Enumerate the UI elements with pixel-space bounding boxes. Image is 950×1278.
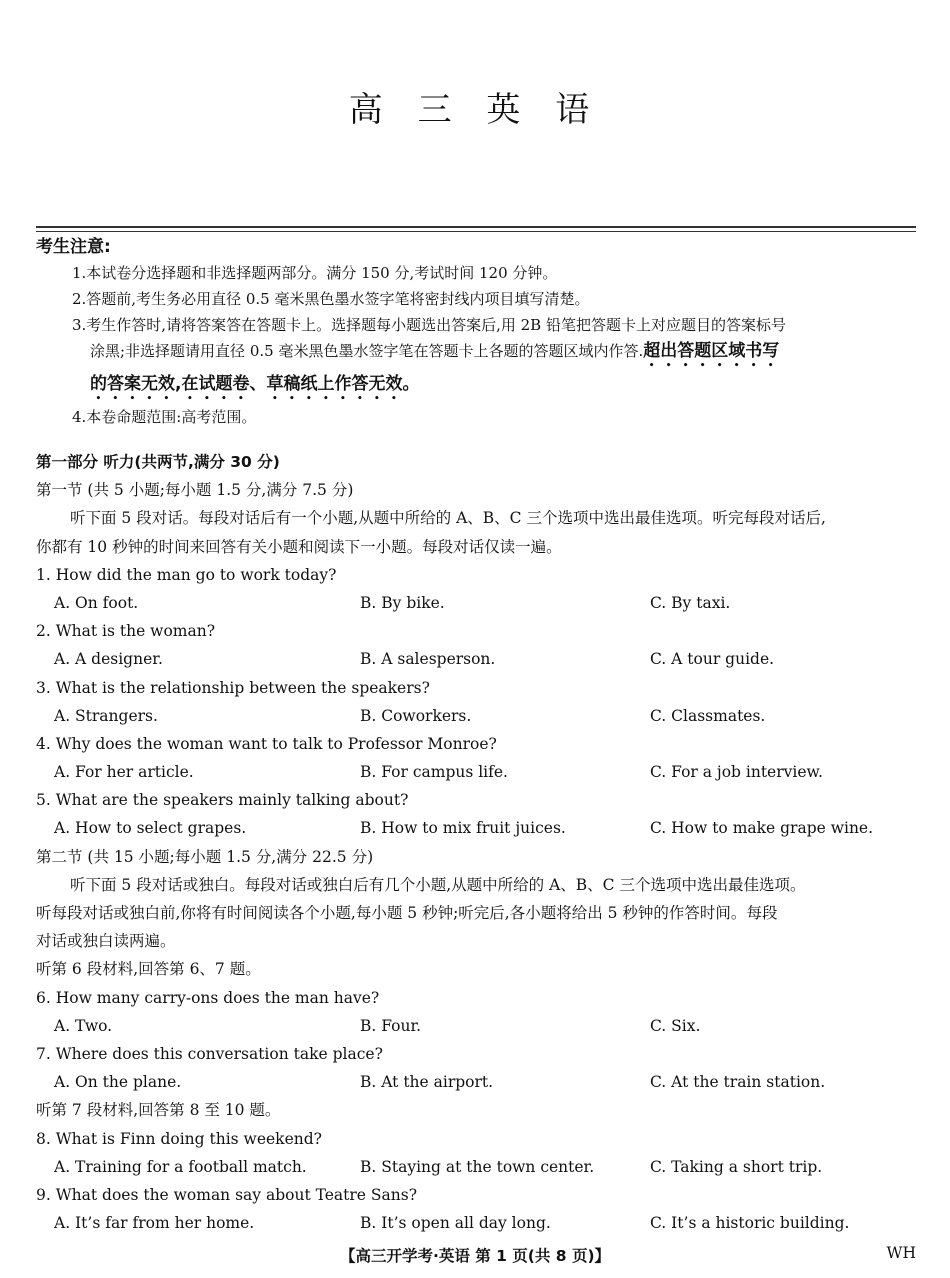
notice-item-3-text: 涂黑;非选择题请用直径 0.5 毫米黑色墨水签字笔在答题卡上各题的答题区域内作答. <box>90 342 644 360</box>
question-9: 9. What does the woman say about Teatre Sans? <box>36 1185 417 1204</box>
question-4-options <box>36 758 916 786</box>
section2-instruction-3: 对话或独白读两遍。 <box>36 932 176 951</box>
question-8: 8. What is Finn doing this weekend? <box>36 1129 322 1148</box>
option-a: A. How to select grapes. <box>54 819 247 838</box>
question-7: 7. Where does this conversation take place? <box>36 1044 383 1063</box>
question-6-options <box>36 1012 916 1040</box>
section2-instruction-1: 听下面 5 段对话或独白。每段对话或独白后有几个小题,从题中所给的 A、B、C 三个选项中选出最佳选项。 <box>70 875 806 894</box>
option-c: C. For a job interview. <box>650 763 823 782</box>
question-8-options <box>36 1153 916 1181</box>
option-b: B. How to mix fruit juices. <box>360 819 566 838</box>
question-3-options <box>36 702 916 730</box>
option-c: C. It’s a historic building. <box>650 1214 850 1233</box>
question-1-options <box>36 589 916 617</box>
option-c: C. Taking a short trip. <box>650 1157 823 1176</box>
option-a: A. Two. <box>54 1016 113 1035</box>
section2-instruction-2: 听每段对话或独白前,你将有时间阅读各个小题,每小题 5 秒钟;听完后,各小题将给出 5 秒钟的作答时间。每段 <box>36 904 778 922</box>
option-b: B. Coworkers. <box>360 706 472 725</box>
question-7-options <box>36 1068 916 1096</box>
option-a: A. Training for a football match. <box>54 1157 307 1176</box>
listening-section <box>36 448 916 1237</box>
question-2: 2. What is the woman? <box>36 622 216 641</box>
notice-item-1: 1.本试卷分选择题和非选择题两部分。满分 150 分,考试时间 120 分钟。 <box>72 264 558 282</box>
section1-instruction-1: 听下面 5 段对话。每段对话后有一个小题,从题中所给的 A、B、C 三个选项中选出最佳选项。听完每段对话后, <box>70 509 826 528</box>
part1-heading: 第一部分 听力(共两节,满分 30 分) <box>36 453 280 471</box>
notice-item-2: 2.答题前,考生务必用直径 0.5 毫米黑色墨水签字笔将密封线内项目填写清楚。 <box>72 290 590 308</box>
option-c: C. Classmates. <box>650 706 766 725</box>
notice-emphasis-2: 的答案无效,在试题卷、草稿纸上作答无效。 <box>90 374 420 394</box>
question-3: 3. What is the relationship between the speakers? <box>36 678 430 697</box>
header-rule-thick <box>36 226 916 228</box>
option-c: C. Six. <box>650 1016 701 1035</box>
section1-heading: 第一节 (共 5 小题;每小题 1.5 分,满分 7.5 分) <box>36 481 354 500</box>
notice-item-3-line-2 <box>36 338 916 371</box>
question-4: 4. Why does the woman want to talk to Professor Monroe? <box>36 734 497 753</box>
notice-emphasis-1: 超出答题区域书写 <box>643 341 780 361</box>
notice-block <box>36 234 916 430</box>
option-c: C. At the train station. <box>650 1073 826 1092</box>
option-b: B. By bike. <box>360 593 445 612</box>
option-c: C. A tour guide. <box>650 650 775 669</box>
option-b: B. It’s open all day long. <box>360 1214 551 1233</box>
page-footer: 【高三开学考·英语 第 1 页(共 8 页)】 <box>339 1247 611 1265</box>
option-a: A. It’s far from her home. <box>54 1214 255 1233</box>
option-a: A. Strangers. <box>54 706 158 725</box>
option-b: B. A salesperson. <box>360 650 496 669</box>
option-b: B. Four. <box>360 1016 422 1035</box>
option-b: B. Staying at the town center. <box>360 1157 595 1176</box>
notice-heading: 考生注意: <box>36 237 111 257</box>
section2-heading: 第二节 (共 15 小题;每小题 1.5 分,满分 22.5 分) <box>36 847 374 866</box>
option-a: A. For her article. <box>54 763 194 782</box>
option-b: B. At the airport. <box>360 1073 494 1092</box>
notice-item-4: 4.本卷命题范围:高考范围。 <box>72 408 257 426</box>
option-a: A. On foot. <box>54 593 139 612</box>
header-rule-thin <box>36 231 916 232</box>
material-7-note: 听第 7 段材料,回答第 8 至 10 题。 <box>36 1101 281 1120</box>
option-a: A. On the plane. <box>54 1073 182 1092</box>
question-6: 6. How many carry-ons does the man have? <box>36 988 380 1007</box>
footer-code: WH <box>886 1244 916 1262</box>
option-c: C. By taxi. <box>650 593 731 612</box>
question-5: 5. What are the speakers mainly talking about? <box>36 791 409 810</box>
question-1: 1. How did the man go to work today? <box>36 565 337 584</box>
page-title: 高 三 英 语 <box>348 90 602 130</box>
option-c: C. How to make grape wine. <box>650 819 874 838</box>
option-b: B. For campus life. <box>360 763 508 782</box>
notice-item-3-line-1: 3.考生作答时,请将答案答在答题卡上。选择题每小题选出答案后,用 2B 铅笔把答题卡上对应题目的答案标号 <box>72 316 786 334</box>
section1-instruction-2: 你都有 10 秒钟的时间来回答有关小题和阅读下一小题。每段对话仅读一遍。 <box>36 537 562 556</box>
question-9-options <box>36 1209 916 1237</box>
option-a: A. A designer. <box>54 650 163 669</box>
question-2-options <box>36 645 916 673</box>
question-5-options <box>36 814 916 842</box>
material-6-note: 听第 6 段材料,回答第 6、7 题。 <box>36 960 261 979</box>
notice-item-3-line-3 <box>36 371 916 404</box>
